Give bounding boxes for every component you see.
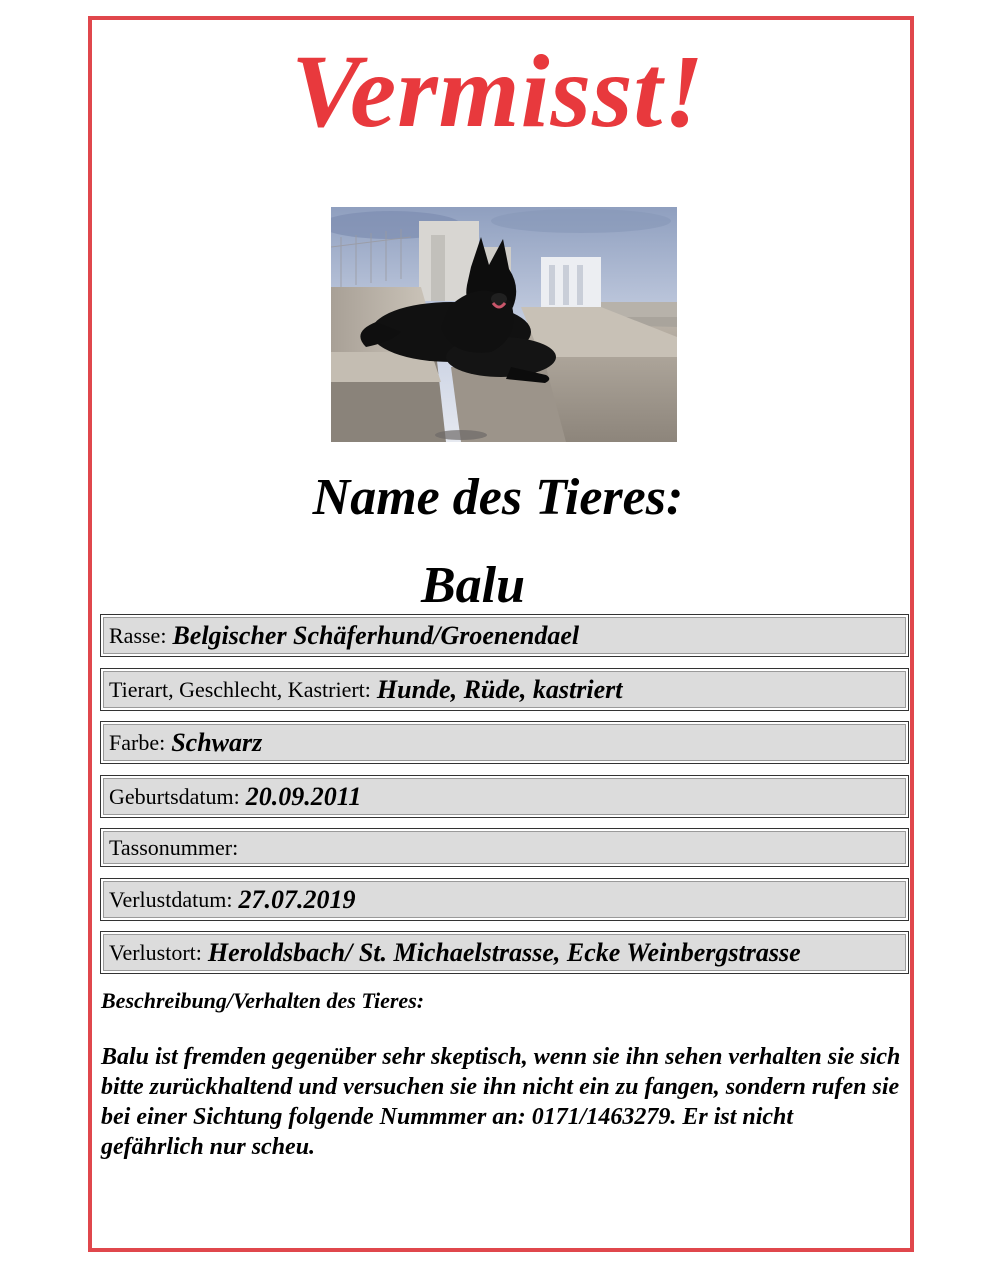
field-geburtsdatum — [100, 775, 909, 818]
field-label: Rasse: — [109, 622, 167, 648]
field-label: Tierart, Geschlecht, Kastriert: — [109, 676, 371, 702]
field-label: Farbe: — [109, 729, 166, 755]
description-text: Balu ist fremden gegenüber sehr skeptisch, wenn sie ihn sehen verhalten sie sich bitte zurückhaltend und versuchen sie ihn nicht ein zu fangen, sondern rufen sie bei einer Sichtung folgende Nummmer an: 0171/1463279. Er ist nicht gefährlich nur scheu. — [101, 1044, 901, 1160]
field-verlustdatum — [100, 878, 909, 921]
field-tassonummer — [100, 828, 909, 867]
field-value: Schwarz — [171, 727, 263, 757]
field-tierart — [100, 668, 909, 711]
field-label: Tassonummer: — [109, 834, 239, 860]
field-label: Verlustdatum: — [109, 886, 233, 912]
field-value: Hunde, Rüde, kastriert — [376, 674, 623, 704]
field-label: Geburtsdatum: — [109, 783, 240, 809]
description-heading: Beschreibung/Verhalten des Tieres: — [101, 988, 425, 1013]
field-value: 27.07.2019 — [238, 884, 356, 914]
field-farbe — [100, 721, 909, 764]
field-rasse — [100, 614, 909, 657]
dog-photo — [331, 207, 677, 442]
field-value: Heroldsbach/ St. Michaelstrasse, Ecke Weinbergstrasse — [207, 937, 801, 967]
field-verlustort — [100, 931, 909, 974]
name-heading: Name des Tieres: — [312, 469, 684, 526]
pet-name: Balu — [420, 557, 526, 614]
field-label: Verlustort: — [109, 939, 202, 965]
poster-title: Vermisst! — [291, 34, 705, 149]
field-value: 20.09.2011 — [245, 781, 362, 811]
field-value: Belgischer Schäferhund/Groenendael — [172, 620, 580, 650]
